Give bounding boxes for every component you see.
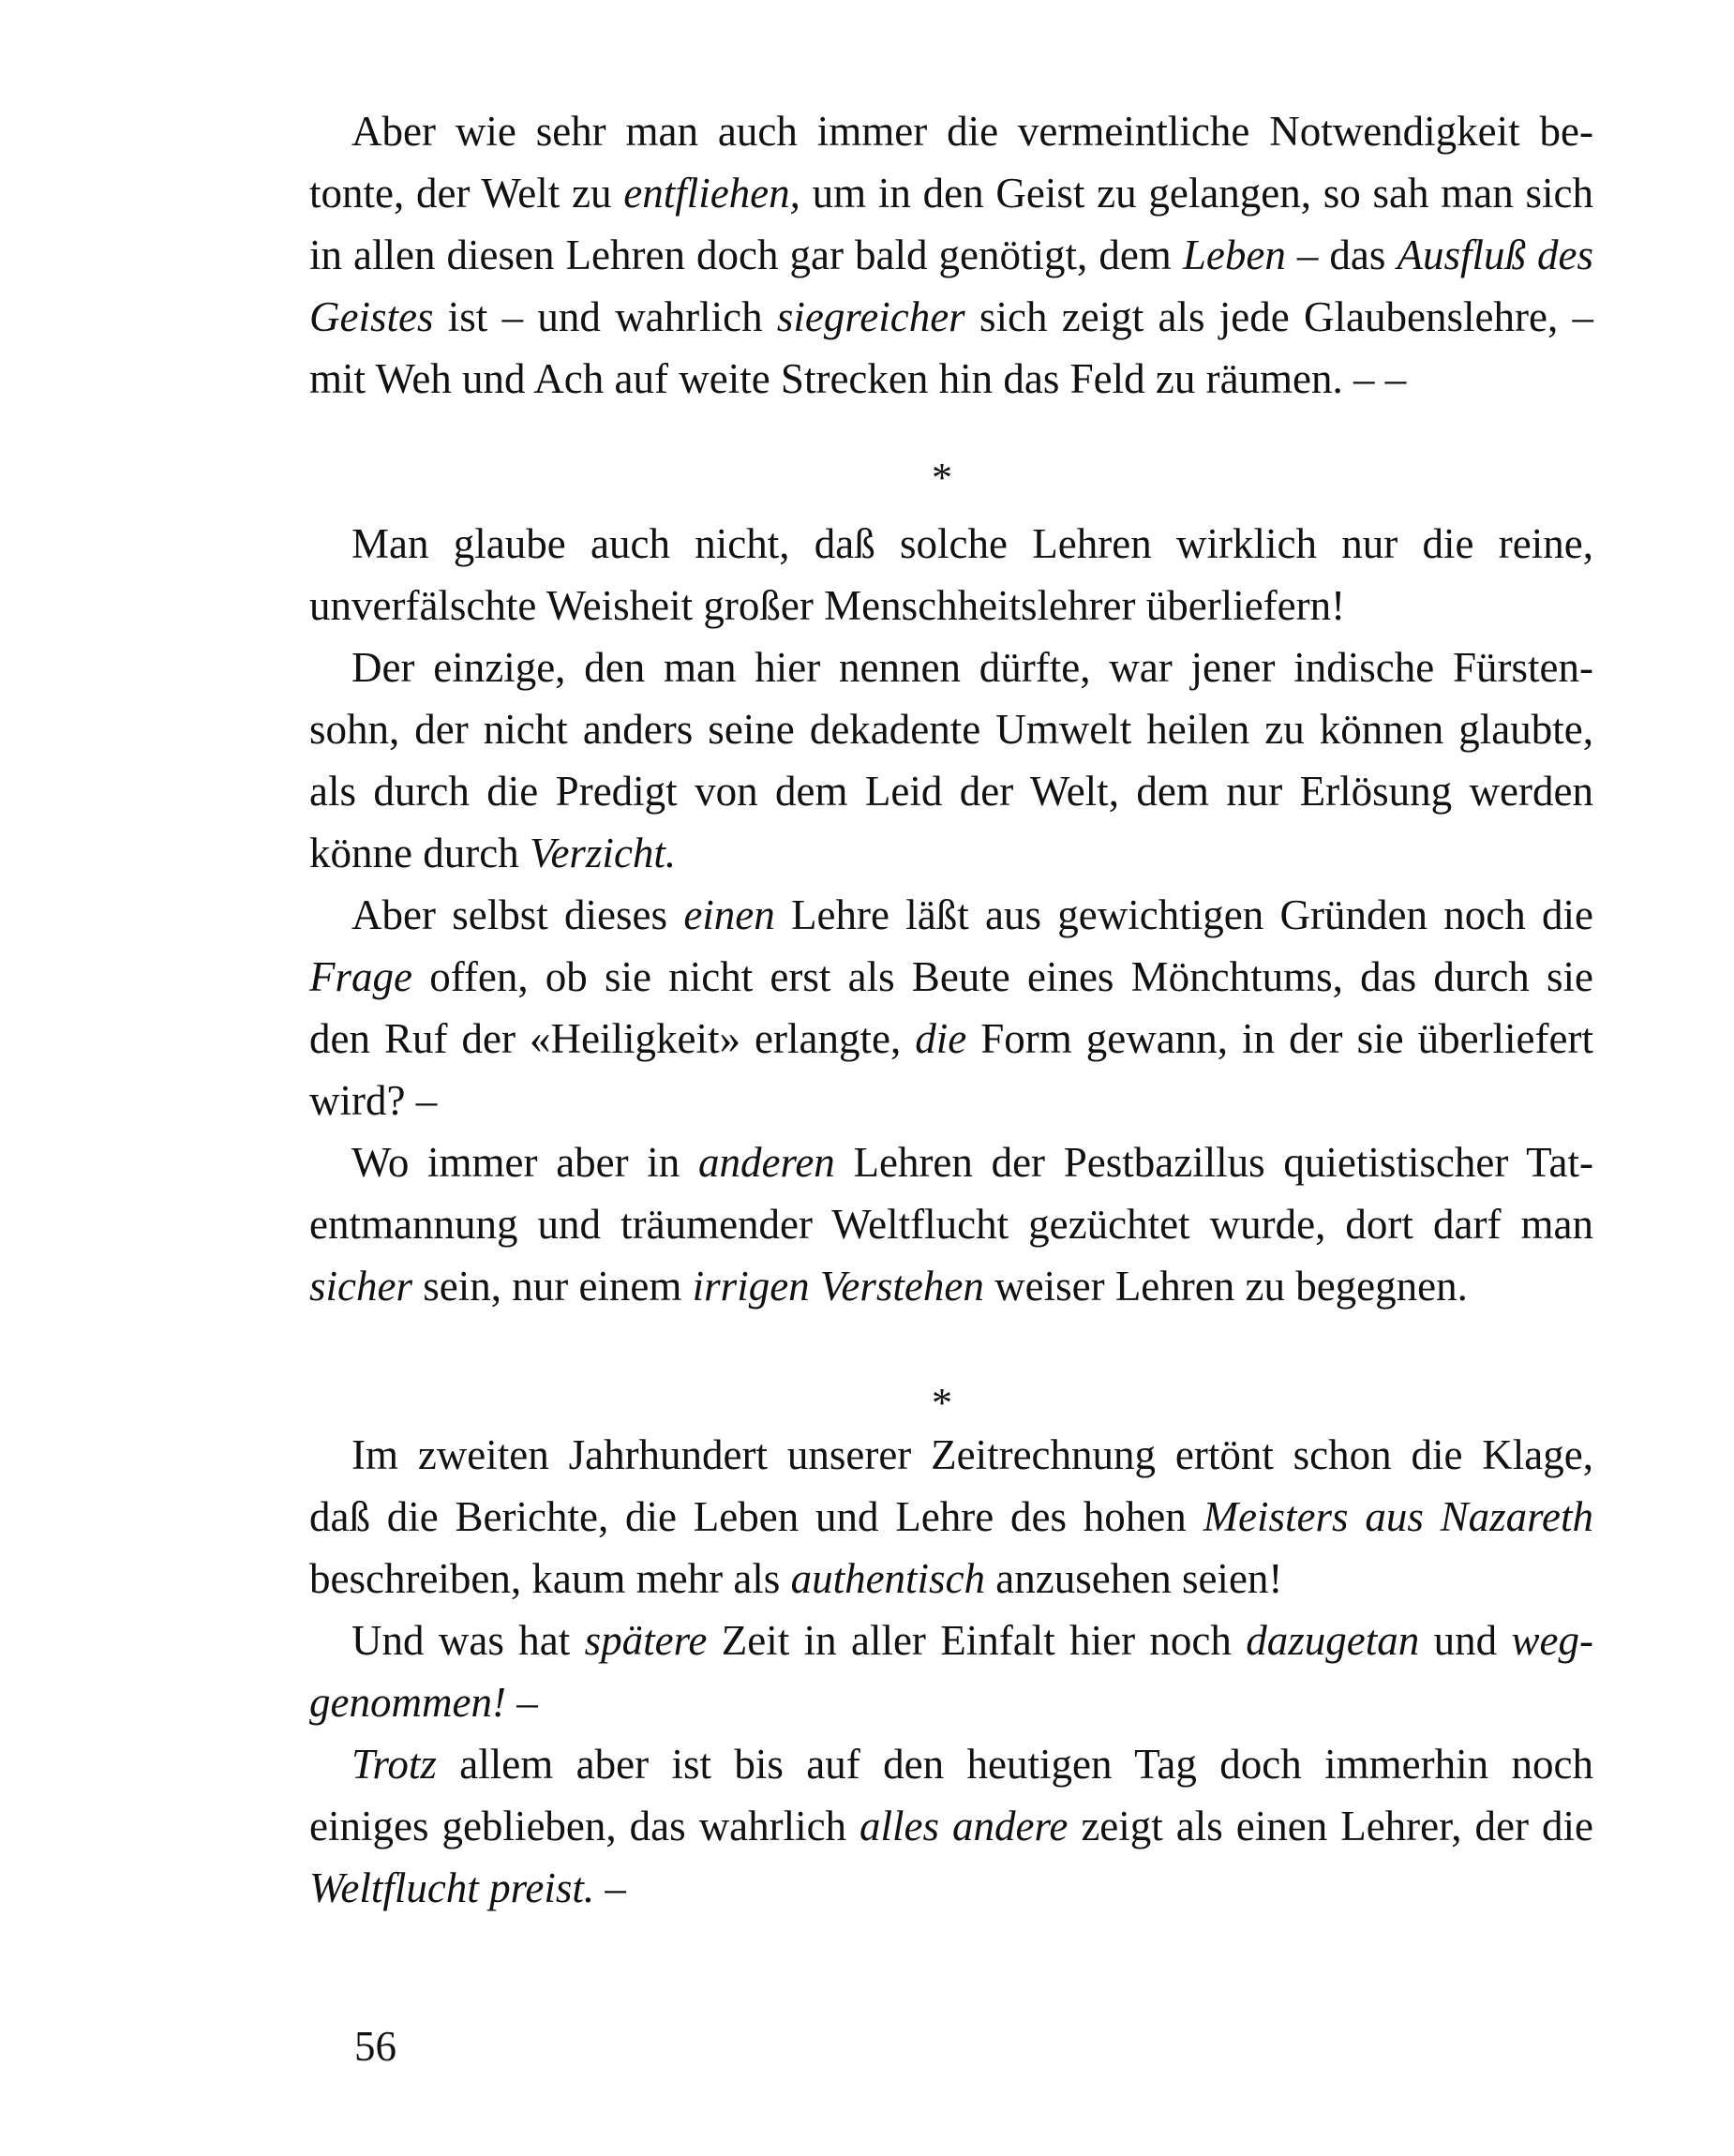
section-separator: * (932, 455, 952, 501)
emphasis-text: sicher (309, 1263, 412, 1310)
text-run: sich zeigt als jede Glaubenslehre, – (964, 293, 1593, 340)
emphasis-text: anderen (698, 1139, 835, 1186)
text-run: mit Weh und Ach auf weite Strecken hin das Feld zu räumen. – – (309, 355, 1407, 402)
text-run: sein, nur einem (411, 1263, 693, 1310)
page-number: 56 (354, 2023, 396, 2070)
section-separator: * (932, 1380, 952, 1426)
text-run: Im zweiten Jahrhundert unserer Zeitrechnung ertönt schon die Klage, (351, 1431, 1593, 1478)
text-run: Aber selbst dieses (351, 891, 684, 938)
text-run: Lehren der Pestbazillus quietistischer Tat- (834, 1139, 1593, 1186)
text-line (351, 1136, 1593, 1189)
text-line (309, 229, 1593, 281)
text-run: Aber wie sehr man auch immer die vermeintliche Notwendigkeit be- (351, 108, 1593, 155)
text-run: Und was hat (351, 1617, 585, 1664)
text-line (351, 1429, 1593, 1481)
text-line (309, 579, 1593, 632)
emphasis-text: Geistes (309, 293, 434, 340)
emphasis-text: dazugetan (1246, 1617, 1420, 1664)
text-run: daß die Berichte, die Leben und Lehre des hohen (309, 1493, 1203, 1540)
text-run: um in den Geist zu gelangen, so sah man sich (800, 170, 1594, 217)
emphasis-text: weg- (1511, 1617, 1594, 1664)
text-run: Lehre läßt aus gewichtigen Gründen noch die (774, 891, 1594, 938)
text-line (351, 641, 1593, 694)
text-run: allem aber ist bis auf den heutigen Tag doch immerhin noch (436, 1741, 1593, 1788)
text-line (309, 951, 1593, 1003)
text-run: könne durch (309, 830, 530, 876)
text-run: – das (1285, 232, 1398, 278)
emphasis-text: Leben (1182, 232, 1286, 278)
emphasis-text: siegreicher (776, 293, 965, 340)
text-line (309, 291, 1593, 343)
text-run: den Ruf der «Heiligkeit» erlangte, (309, 1015, 916, 1062)
text-run: zeigt als einen Lehrer, der die (1068, 1803, 1593, 1849)
emphasis-text: alles andere (860, 1803, 1069, 1849)
text-run: anzusehen seien! (985, 1555, 1283, 1602)
emphasis-text: Weltflucht preist. (309, 1864, 595, 1911)
text-run: wird? – (309, 1077, 438, 1124)
text-line (309, 765, 1593, 817)
text-run: einiges geblieben, das wahrlich (309, 1803, 860, 1849)
text-line (351, 517, 1593, 570)
emphasis-text: Verzicht. (529, 830, 677, 876)
text-line (309, 1074, 1593, 1127)
text-run: entmannung und träumender Weltflucht gezüchtet wurde, dort darf man (309, 1201, 1593, 1248)
text-run: in allen diesen Lehren doch gar bald genötigt, dem (309, 232, 1183, 278)
text-run: Form gewann, in der sie überliefert (966, 1015, 1593, 1062)
text-line (309, 1862, 1593, 1914)
text-line (309, 1260, 1593, 1312)
text-run: tonte, der Welt zu (309, 170, 624, 217)
text-line (309, 1552, 1593, 1605)
emphasis-text: Frage (309, 953, 412, 1000)
text-run: beschreiben, kaum mehr als (309, 1555, 791, 1602)
emphasis-text: authentisch (790, 1555, 986, 1602)
emphasis-text: Trotz (351, 1741, 437, 1788)
text-line (351, 1614, 1593, 1667)
text-line (309, 1198, 1593, 1250)
emphasis-text: Ausfluß des (1397, 232, 1593, 278)
text-run: Zeit in aller Einfalt hier noch (707, 1617, 1247, 1664)
emphasis-text: genommen! (309, 1679, 506, 1726)
text-run: offen, ob sie nicht erst als Beute eines Mönchtums, das durch sie (411, 953, 1593, 1000)
text-run: Man glaube auch nicht, daß solche Lehren wirklich nur die reine, (351, 520, 1593, 567)
emphasis-text: Meisters aus Nazareth (1203, 1493, 1593, 1540)
emphasis-text: die (915, 1015, 967, 1062)
text-run: Der einzige, den man hier nennen dürfte, war jener indische Fürsten- (351, 644, 1593, 691)
text-line (309, 1012, 1593, 1065)
text-line (309, 1676, 1593, 1729)
text-run: sohn, der nicht anders seine dekadente Umwelt heilen zu können glaubte, (309, 706, 1593, 753)
text-line (309, 1490, 1593, 1543)
emphasis-text: entfliehen, (623, 170, 800, 217)
text-run: weiser Lehren zu begegnen. (983, 1263, 1468, 1310)
text-run: – (594, 1864, 626, 1911)
text-line (351, 889, 1593, 941)
text-line (351, 1738, 1593, 1790)
text-run: – (505, 1679, 538, 1726)
text-line (309, 1800, 1593, 1852)
text-line (309, 167, 1593, 219)
text-line (309, 703, 1593, 756)
text-line (309, 827, 1593, 879)
text-run: als durch die Predigt von dem Leid der Welt, dem nur Erlösung werden (309, 768, 1593, 815)
text-run: und (1419, 1617, 1512, 1664)
emphasis-text: spätere (584, 1617, 708, 1664)
text-line (309, 352, 1593, 405)
text-run: unverfälschte Weisheit großer Menschheitslehrer überliefern! (309, 582, 1346, 629)
text-run: Wo immer aber in (351, 1139, 698, 1186)
text-run: ist – und wahrlich (433, 293, 777, 340)
emphasis-text: einen (683, 891, 775, 938)
text-line (351, 105, 1593, 157)
emphasis-text: irrigen Verstehen (692, 1263, 984, 1310)
